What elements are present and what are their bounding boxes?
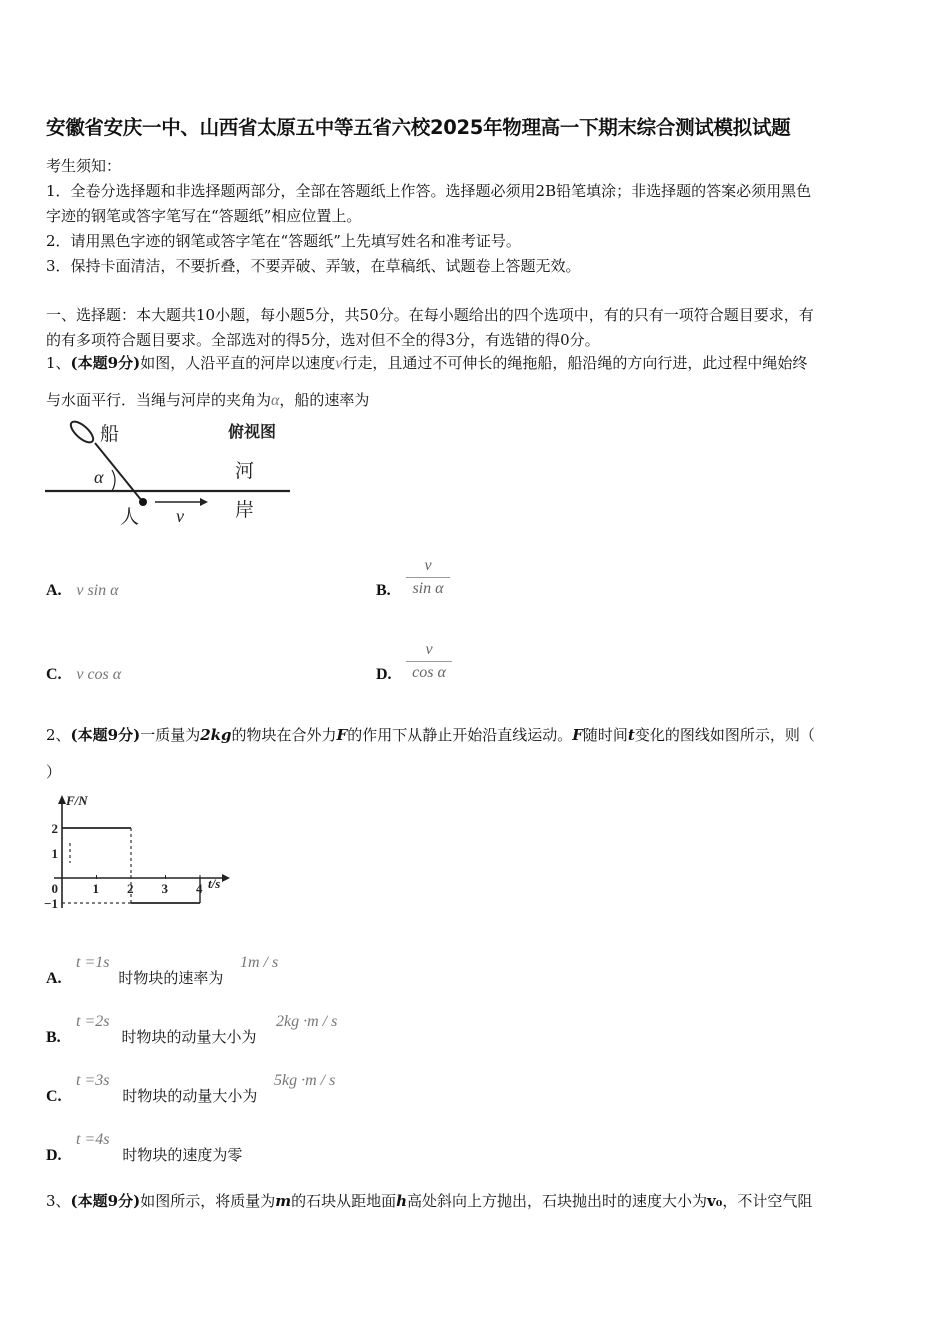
q1-text: 行走，且通过不可伸长的绳拖船，船沿绳的方向行进，此过程中绳始终 — [342, 354, 808, 372]
q3-text: 如图所示，将质量为 — [140, 1192, 276, 1210]
label-alpha: α — [94, 467, 104, 487]
q1-option-d-fraction — [406, 641, 452, 682]
q2-var-F: F — [336, 726, 348, 744]
option-text: 时物块的速率为 — [118, 969, 224, 987]
section-intro: 的有多项符合题目要求。全部选对的得5分，选对但不全的得3分，有选错的得0分。 — [46, 331, 600, 349]
q1-var-v: v — [335, 355, 343, 372]
option-text: 时物块的动量大小为 — [122, 1087, 258, 1105]
label-topview: 俯视图 — [228, 424, 277, 441]
option-text: 时物块的动量大小为 — [121, 1028, 257, 1046]
q3-var-h: h — [396, 1192, 407, 1210]
q1-option-b[interactable] — [376, 581, 391, 600]
label-person: 人 — [120, 507, 140, 528]
q1-text: 与水面平行．当绳与河岸的夹角为 — [46, 391, 272, 409]
notice-item: 1．全卷分选择题和非选择题两部分，全部在答题纸上作答。选择题必须用2B铅笔填涂；非选择题的答案必须用黑色 — [46, 182, 812, 200]
fraction-numerator: v — [424, 557, 432, 574]
option-label: D. — [46, 1147, 62, 1164]
q3-var-m: m — [275, 1192, 292, 1210]
x-tick-label: 1 — [92, 881, 99, 896]
y-tick-label: 1 — [51, 846, 58, 861]
q2-text: 的作用下从静止开始沿直线运动。 — [347, 726, 573, 744]
x-tick-label: 4 — [196, 881, 203, 896]
y-tick-label: 2 — [51, 821, 58, 836]
q3-var-v0: v₀ — [707, 1192, 723, 1210]
option-condition: t =3s — [76, 1072, 110, 1089]
x-tick-label: 2 — [127, 881, 134, 896]
q2-text: 一质量为 — [140, 726, 201, 744]
fraction-numerator: v — [425, 641, 433, 658]
option-value: 1m / s — [240, 954, 279, 971]
y-axis-arrowhead — [58, 795, 66, 804]
q1-number: 1、 — [46, 354, 71, 372]
y-tick-label: −1 — [44, 896, 58, 911]
option-condition: t =4s — [76, 1131, 110, 1148]
q1-var-alpha: α — [271, 392, 280, 409]
notice-item: 3．保持卡面清洁，不要折叠，不要弄破、弄皱，在草稿纸、试题卷上答题无效。 — [46, 257, 581, 275]
q3-tag: (本题9分) — [70, 1192, 141, 1210]
q2-text: 变化的图线如图所示，则（ — [634, 726, 815, 744]
q1-text: ，船的速率为 — [279, 391, 370, 409]
q1-option-c[interactable] — [46, 665, 121, 684]
option-label: B. — [46, 1029, 61, 1046]
q3-number: 3、 — [46, 1192, 71, 1210]
q2-force-time-chart — [40, 790, 240, 915]
notice-item: 字迹的钢笔或答字笔写在“答题纸”相应位置上。 — [46, 207, 362, 225]
option-value: 2kg ·m / s — [276, 1013, 338, 1030]
q1-tag: (本题9分) — [70, 354, 141, 372]
x-tick-label: 3 — [161, 881, 168, 896]
option-condition: t =2s — [76, 1013, 110, 1030]
q3-stem-line1 — [46, 1190, 812, 1211]
boat-shape — [68, 418, 97, 446]
q3-text: 的石块从距地面 — [291, 1192, 397, 1210]
option-label: A. — [46, 970, 62, 987]
label-bank: 岸 — [235, 500, 255, 521]
option-expr: v sin α — [76, 582, 119, 599]
q3-text: 高处斜向上方抛出，石块抛出时的速度大小为 — [407, 1192, 708, 1210]
option-label: C. — [46, 666, 62, 683]
q1-option-b-fraction — [406, 557, 450, 598]
q2-var-F: F — [572, 726, 583, 744]
q1-stem-line1 — [46, 352, 807, 373]
option-label: A. — [46, 582, 62, 599]
option-condition: t =1s — [76, 954, 110, 971]
q1-option-a[interactable] — [46, 581, 119, 600]
label-boat: 船 — [100, 424, 120, 445]
page-title: 安徽省安庆一中、山西省太原五中等五省六校2025年物理高一下期末综合测试模拟试题 — [46, 116, 791, 139]
angle-arc — [112, 470, 115, 491]
option-label: B. — [376, 582, 391, 599]
q2-tag: (本题9分) — [70, 726, 141, 744]
q3-text: ，不计空气阻 — [722, 1192, 813, 1210]
q2-stem-line1 — [46, 724, 815, 745]
q2-text: 随时间 — [582, 726, 628, 744]
option-label: D. — [376, 666, 392, 683]
y-axis-label: F/N — [66, 793, 88, 808]
q2-mass: 2kg — [200, 726, 232, 744]
option-text: 时物块的速度为零 — [122, 1146, 243, 1164]
notice-heading: 考生须知： — [46, 157, 122, 175]
q1-figure — [40, 418, 300, 533]
fraction-denominator: sin α — [412, 580, 444, 597]
x-tick-label: 0 — [51, 881, 58, 896]
person-dot — [139, 498, 147, 506]
section-intro: 一、选择题：本大题共10小题，每小题5分，共50分。在每小题给出的四个选项中，有的只有一项符合题目要求，有 — [46, 306, 814, 324]
q2-stem-line2: ） — [46, 763, 62, 781]
label-v: v — [176, 506, 184, 526]
q2-number: 2、 — [46, 726, 71, 744]
x-axis-arrowhead — [222, 874, 230, 882]
fraction-denominator: cos α — [412, 664, 446, 681]
x-axis-label: t/s — [208, 876, 221, 891]
label-river: 河 — [235, 461, 255, 482]
notice-item: 2．请用黑色字迹的钢笔或答字笔在“答题纸”上先填写姓名和准考证号。 — [46, 232, 521, 250]
q1-stem-line2 — [46, 389, 369, 410]
option-value: 5kg ·m / s — [274, 1072, 336, 1089]
velocity-arrowhead — [200, 498, 208, 506]
q2-option-a[interactable] — [46, 967, 223, 988]
option-label: C. — [46, 1088, 62, 1105]
q2-text: 的物块在合外力 — [231, 726, 337, 744]
option-expr: v cos α — [76, 666, 122, 683]
q1-option-d[interactable] — [376, 665, 392, 684]
q2-var-t: t — [627, 726, 635, 744]
q1-text: 如图，人沿平直的河岸以速度 — [140, 354, 336, 372]
